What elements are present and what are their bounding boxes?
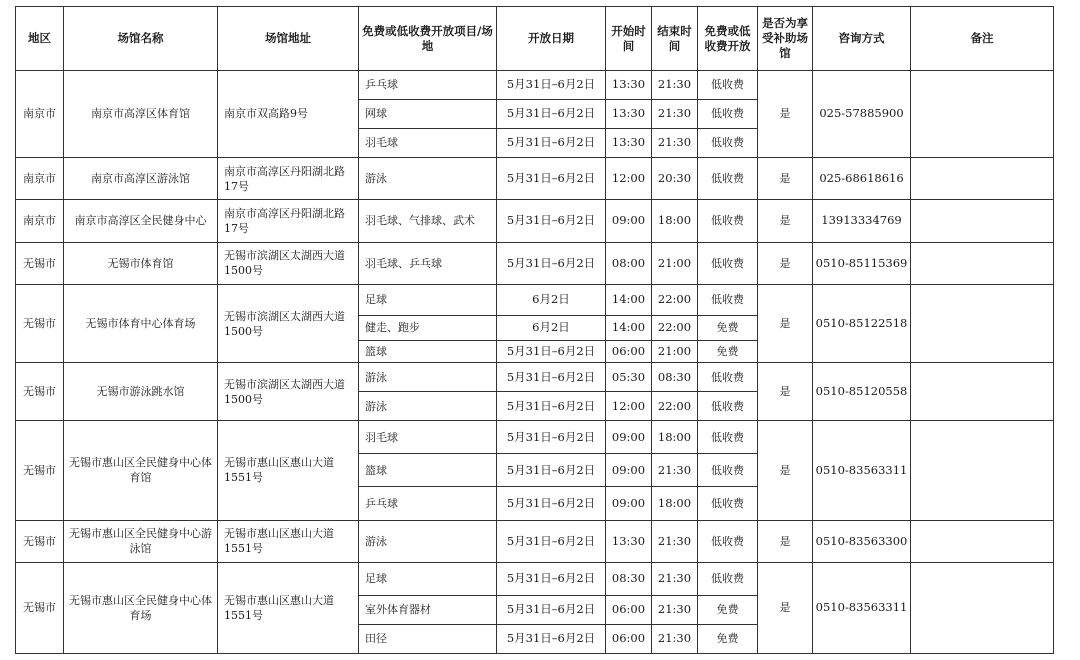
cell-end-time: 22:00 <box>652 284 698 315</box>
cell-remarks <box>911 520 1054 562</box>
cell-subsidized: 是 <box>758 421 813 520</box>
cell-open-date: 5月31日–6月2日 <box>497 242 606 284</box>
cell-region: 无锡市 <box>16 520 64 562</box>
cell-start-time: 13:30 <box>606 71 652 100</box>
header-fee-type: 免费或低收费开放 <box>698 7 758 71</box>
cell-venue-name: 无锡市体育馆 <box>64 242 218 284</box>
cell-end-time: 21:30 <box>652 624 698 653</box>
cell-fee-type: 免费 <box>698 595 758 624</box>
table-row <box>16 284 1054 315</box>
cell-project: 健走、跑步 <box>359 315 497 340</box>
cell-remarks <box>911 200 1054 242</box>
cell-project: 游泳 <box>359 363 497 392</box>
cell-contact: 0510-85122518 <box>813 284 911 363</box>
cell-remarks <box>911 157 1054 199</box>
cell-region: 无锡市 <box>16 363 64 421</box>
cell-region: 无锡市 <box>16 284 64 363</box>
cell-project: 足球 <box>359 284 497 315</box>
cell-project: 乒乓球 <box>359 71 497 100</box>
cell-project: 乒乓球 <box>359 487 497 520</box>
cell-venue-address: 南京市高淳区丹阳湖北路17号 <box>218 200 359 242</box>
cell-start-time: 09:00 <box>606 200 652 242</box>
cell-contact: 0510-83563300 <box>813 520 911 562</box>
cell-open-date: 5月31日–6月2日 <box>497 454 606 487</box>
cell-subsidized: 是 <box>758 71 813 158</box>
cell-fee-type: 低收费 <box>698 157 758 199</box>
cell-fee-type: 低收费 <box>698 284 758 315</box>
cell-fee-type: 低收费 <box>698 392 758 421</box>
cell-subsidized: 是 <box>758 284 813 363</box>
cell-fee-type: 低收费 <box>698 487 758 520</box>
cell-subsidized: 是 <box>758 520 813 562</box>
cell-region: 无锡市 <box>16 421 64 520</box>
header-subsidized: 是否为享受补助场馆 <box>758 7 813 71</box>
header-contact: 咨询方式 <box>813 7 911 71</box>
header-row <box>16 7 1054 71</box>
cell-start-time: 12:00 <box>606 392 652 421</box>
cell-open-date: 5月31日–6月2日 <box>497 520 606 562</box>
cell-remarks <box>911 421 1054 520</box>
cell-venue-address: 无锡市滨湖区太湖西大道1500号 <box>218 284 359 363</box>
cell-project: 篮球 <box>359 454 497 487</box>
cell-venue-name: 无锡市体育中心体育场 <box>64 284 218 363</box>
cell-venue-name: 南京市高淳区游泳馆 <box>64 157 218 199</box>
cell-open-date: 5月31日–6月2日 <box>497 200 606 242</box>
cell-end-time: 18:00 <box>652 200 698 242</box>
cell-open-date: 5月31日–6月2日 <box>497 421 606 454</box>
cell-open-date: 5月31日–6月2日 <box>497 128 606 157</box>
cell-fee-type: 低收费 <box>698 242 758 284</box>
cell-contact: 0510-83563311 <box>813 562 911 653</box>
cell-fee-type: 低收费 <box>698 421 758 454</box>
cell-end-time: 21:30 <box>652 71 698 100</box>
header-project: 免费或低收费开放项目/场地 <box>359 7 497 71</box>
cell-region: 南京市 <box>16 71 64 158</box>
cell-open-date: 5月31日–6月2日 <box>497 562 606 595</box>
cell-end-time: 18:00 <box>652 421 698 454</box>
venue-table <box>15 6 1054 654</box>
header-venue-name: 场馆名称 <box>64 7 218 71</box>
cell-venue-name: 无锡市惠山区全民健身中心游泳馆 <box>64 520 218 562</box>
cell-end-time: 18:00 <box>652 487 698 520</box>
cell-venue-name: 无锡市游泳跳水馆 <box>64 363 218 421</box>
table-row <box>16 562 1054 595</box>
cell-open-date: 5月31日–6月2日 <box>497 363 606 392</box>
cell-project: 游泳 <box>359 157 497 199</box>
cell-start-time: 09:00 <box>606 487 652 520</box>
cell-end-time: 22:00 <box>652 315 698 340</box>
table-row <box>16 520 1054 562</box>
cell-subsidized: 是 <box>758 200 813 242</box>
header-start-time: 开始时间 <box>606 7 652 71</box>
cell-remarks <box>911 242 1054 284</box>
cell-open-date: 5月31日–6月2日 <box>497 392 606 421</box>
cell-start-time: 05:30 <box>606 363 652 392</box>
cell-fee-type: 低收费 <box>698 363 758 392</box>
cell-project: 足球 <box>359 562 497 595</box>
cell-start-time: 06:00 <box>606 340 652 363</box>
cell-end-time: 21:30 <box>652 128 698 157</box>
cell-fee-type: 低收费 <box>698 562 758 595</box>
cell-end-time: 21:30 <box>652 562 698 595</box>
cell-project: 游泳 <box>359 392 497 421</box>
header-venue-address: 场馆地址 <box>218 7 359 71</box>
cell-project: 网球 <box>359 99 497 128</box>
header-remarks: 备注 <box>911 7 1054 71</box>
cell-region: 南京市 <box>16 157 64 199</box>
cell-fee-type: 低收费 <box>698 128 758 157</box>
cell-venue-address: 南京市高淳区丹阳湖北路17号 <box>218 157 359 199</box>
cell-fee-type: 免费 <box>698 624 758 653</box>
cell-open-date: 5月31日–6月2日 <box>497 157 606 199</box>
cell-open-date: 5月31日–6月2日 <box>497 487 606 520</box>
cell-fee-type: 免费 <box>698 315 758 340</box>
cell-venue-name: 南京市高淳区全民健身中心 <box>64 200 218 242</box>
cell-start-time: 13:30 <box>606 99 652 128</box>
cell-start-time: 09:00 <box>606 454 652 487</box>
cell-open-date: 5月31日–6月2日 <box>497 71 606 100</box>
cell-venue-name: 无锡市惠山区全民健身中心体育馆 <box>64 421 218 520</box>
cell-contact: 0510-85120558 <box>813 363 911 421</box>
cell-end-time: 21:30 <box>652 595 698 624</box>
cell-end-time: 21:30 <box>652 520 698 562</box>
cell-venue-address: 无锡市滨湖区太湖西大道1500号 <box>218 363 359 421</box>
cell-contact: 0510-83563311 <box>813 421 911 520</box>
header-region: 地区 <box>16 7 64 71</box>
cell-fee-type: 低收费 <box>698 520 758 562</box>
cell-open-date: 6月2日 <box>497 315 606 340</box>
cell-project: 羽毛球 <box>359 128 497 157</box>
cell-contact: 13913334769 <box>813 200 911 242</box>
cell-end-time: 20:30 <box>652 157 698 199</box>
table-row <box>16 363 1054 392</box>
cell-remarks <box>911 363 1054 421</box>
cell-subsidized: 是 <box>758 157 813 199</box>
cell-remarks <box>911 71 1054 158</box>
cell-end-time: 21:30 <box>652 454 698 487</box>
cell-project: 室外体育器材 <box>359 595 497 624</box>
cell-start-time: 14:00 <box>606 315 652 340</box>
cell-project: 羽毛球 <box>359 421 497 454</box>
cell-region: 无锡市 <box>16 242 64 284</box>
cell-start-time: 06:00 <box>606 595 652 624</box>
cell-fee-type: 低收费 <box>698 454 758 487</box>
cell-subsidized: 是 <box>758 562 813 653</box>
cell-remarks <box>911 284 1054 363</box>
cell-contact: 025-57885900 <box>813 71 911 158</box>
cell-project: 游泳 <box>359 520 497 562</box>
header-end-time: 结束时间 <box>652 7 698 71</box>
cell-fee-type: 低收费 <box>698 71 758 100</box>
cell-start-time: 09:00 <box>606 421 652 454</box>
cell-start-time: 08:30 <box>606 562 652 595</box>
cell-start-time: 13:30 <box>606 128 652 157</box>
cell-subsidized: 是 <box>758 363 813 421</box>
cell-start-time: 13:30 <box>606 520 652 562</box>
cell-project: 羽毛球、气排球、武术 <box>359 200 497 242</box>
table-body <box>16 71 1054 654</box>
table-row <box>16 71 1054 100</box>
cell-open-date: 5月31日–6月2日 <box>497 624 606 653</box>
cell-end-time: 21:00 <box>652 242 698 284</box>
cell-open-date: 5月31日–6月2日 <box>497 340 606 363</box>
cell-fee-type: 低收费 <box>698 99 758 128</box>
cell-contact: 025-68618616 <box>813 157 911 199</box>
cell-end-time: 21:30 <box>652 99 698 128</box>
cell-venue-address: 无锡市惠山区惠山大道1551号 <box>218 562 359 653</box>
cell-region: 南京市 <box>16 200 64 242</box>
table-row <box>16 157 1054 199</box>
table-row <box>16 421 1054 454</box>
cell-project: 篮球 <box>359 340 497 363</box>
cell-fee-type: 免费 <box>698 340 758 363</box>
cell-venue-address: 无锡市惠山区惠山大道1551号 <box>218 421 359 520</box>
cell-remarks <box>911 562 1054 653</box>
cell-venue-address: 南京市双高路9号 <box>218 71 359 158</box>
cell-venue-name: 无锡市惠山区全民健身中心体育场 <box>64 562 218 653</box>
cell-open-date: 5月31日–6月2日 <box>497 595 606 624</box>
cell-start-time: 12:00 <box>606 157 652 199</box>
header-open-date: 开放日期 <box>497 7 606 71</box>
cell-open-date: 5月31日–6月2日 <box>497 99 606 128</box>
cell-fee-type: 低收费 <box>698 200 758 242</box>
cell-end-time: 22:00 <box>652 392 698 421</box>
cell-contact: 0510-85115369 <box>813 242 911 284</box>
cell-open-date: 6月2日 <box>497 284 606 315</box>
cell-venue-address: 无锡市惠山区惠山大道1551号 <box>218 520 359 562</box>
cell-subsidized: 是 <box>758 242 813 284</box>
table-row <box>16 242 1054 284</box>
cell-end-time: 08:30 <box>652 363 698 392</box>
cell-region: 无锡市 <box>16 562 64 653</box>
cell-venue-name: 南京市高淳区体育馆 <box>64 71 218 158</box>
cell-end-time: 21:00 <box>652 340 698 363</box>
cell-venue-address: 无锡市滨湖区太湖西大道1500号 <box>218 242 359 284</box>
table-row <box>16 200 1054 242</box>
cell-start-time: 08:00 <box>606 242 652 284</box>
cell-start-time: 06:00 <box>606 624 652 653</box>
cell-start-time: 14:00 <box>606 284 652 315</box>
cell-project: 羽毛球、乒乓球 <box>359 242 497 284</box>
cell-project: 田径 <box>359 624 497 653</box>
